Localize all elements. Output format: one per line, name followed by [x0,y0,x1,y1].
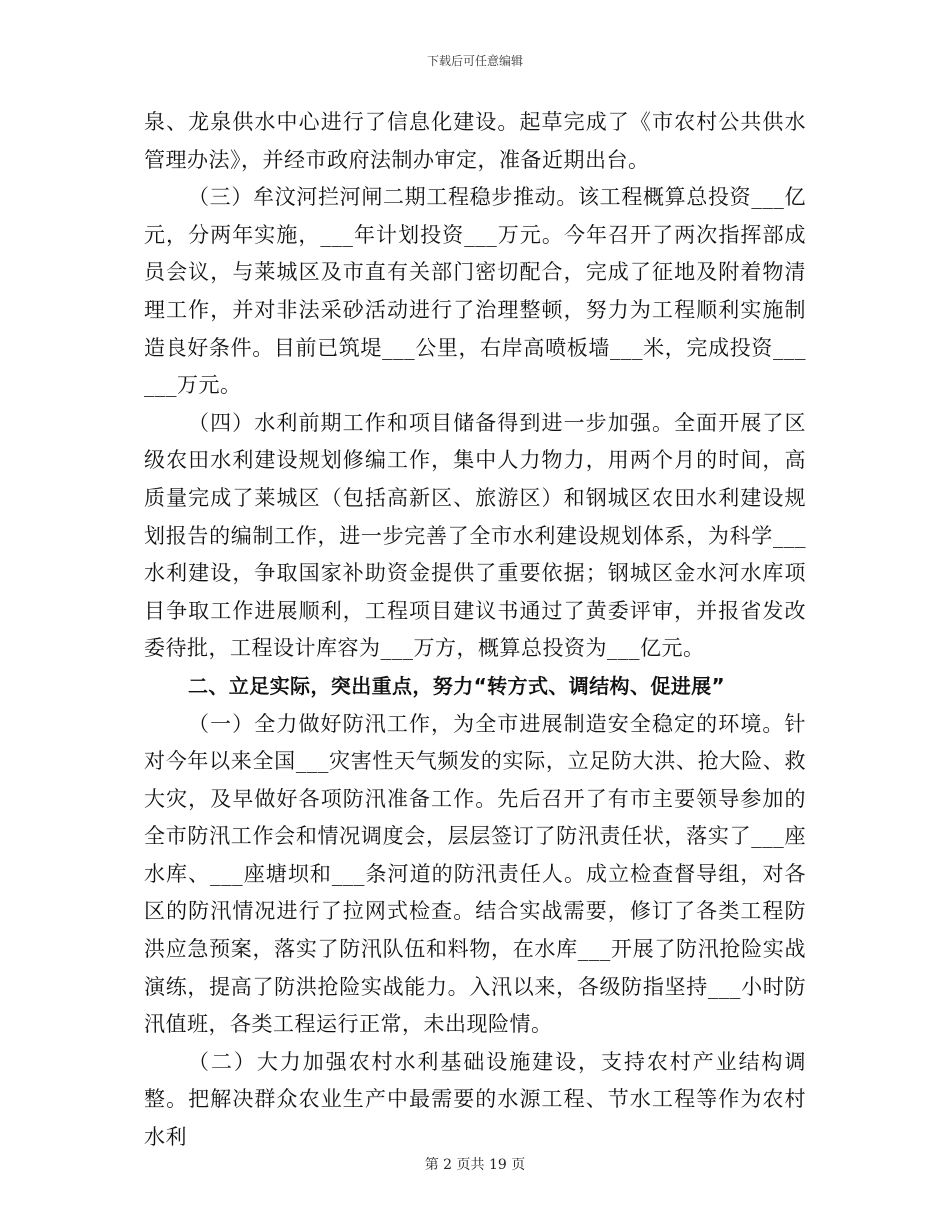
document-body [144,104,806,1157]
paragraph-continuation: 泉、龙泉供水中心进行了信息化建设。起草完成了《市农村公共供水管理办法》，并经市政府法制办审定，准备近期出台。 [144,110,806,172]
paragraph-subsection-1: （一）全力做好防汛工作，为全市进展制造安全稳定的环境。针对今年以来全国___灾害性天气频发的实际，立足防大洪、抢大险、救大灾，及早做好各项防汛准备工作。先后召开了有市主要领导参加的全市防汛工作会和情况调度会，层层签订了防汛责任状，落实了___座水库、___座塘坝和___条河道的防汛责任人。成立检查督导组，对各区的防汛情况进行了拉网式检查。结合实战需要，修订了各类工程防洪应急预案，落实了防汛队伍和料物，在水库___开展了防汛抢险实战演练，提高了防洪抢险实战能力。入汛以来，各级防指坚持___小时防汛值班，各类工程运行正常，未出现险情。 [144,711,806,1037]
paragraph-section-4: （四）水利前期工作和项目储备得到进一步加强。全面开展了区级农田水利建设规划修编工作，集中人力物力，用两个月的时间，高质量完成了莱城区（包括高新区、旅游区）和钢城区农田水利建设规划报告的编制工作，进一步完善了全市水利建设规划体系，为科学___水利建设，争取国家补助资金提供了重要依据；钢城区金水河水库项目争取工作进展顺利，工程项目建议书通过了黄委评审，并报省发改委待批，工程设计库容为___万方，概算总投资为___亿元。 [144,410,806,661]
paragraph-section-3: （三）牟汶河拦河闸二期工程稳步推动。该工程概算总投资___亿元，分两年实施，___年计划投资___万元。今年召开了两次指挥部成员会议，与莱城区及市直有关部门密切配合，完成了征地及附着物清理工作，并对非法采砂活动进行了治理整顿，努力为工程顺利实施制造良好条件。目前已筑堤___公里，右岸高喷板墙___米，完成投资______万元。 [144,185,806,398]
paragraph-subsection-2: （二）大力加强农村水利基础设施建设，支持农村产业结构调整。把解决群众农业生产中最需要的水源工程、节水工程等作为农村水利 [144,1049,806,1150]
page-header: 下载后可任意编辑 [426,54,523,68]
section-heading: 二、立足实际，突出重点，努力“转方式、调结构、促进展” [188,673,726,698]
page-footer: 第 2 页共 19 页 [424,1157,526,1173]
